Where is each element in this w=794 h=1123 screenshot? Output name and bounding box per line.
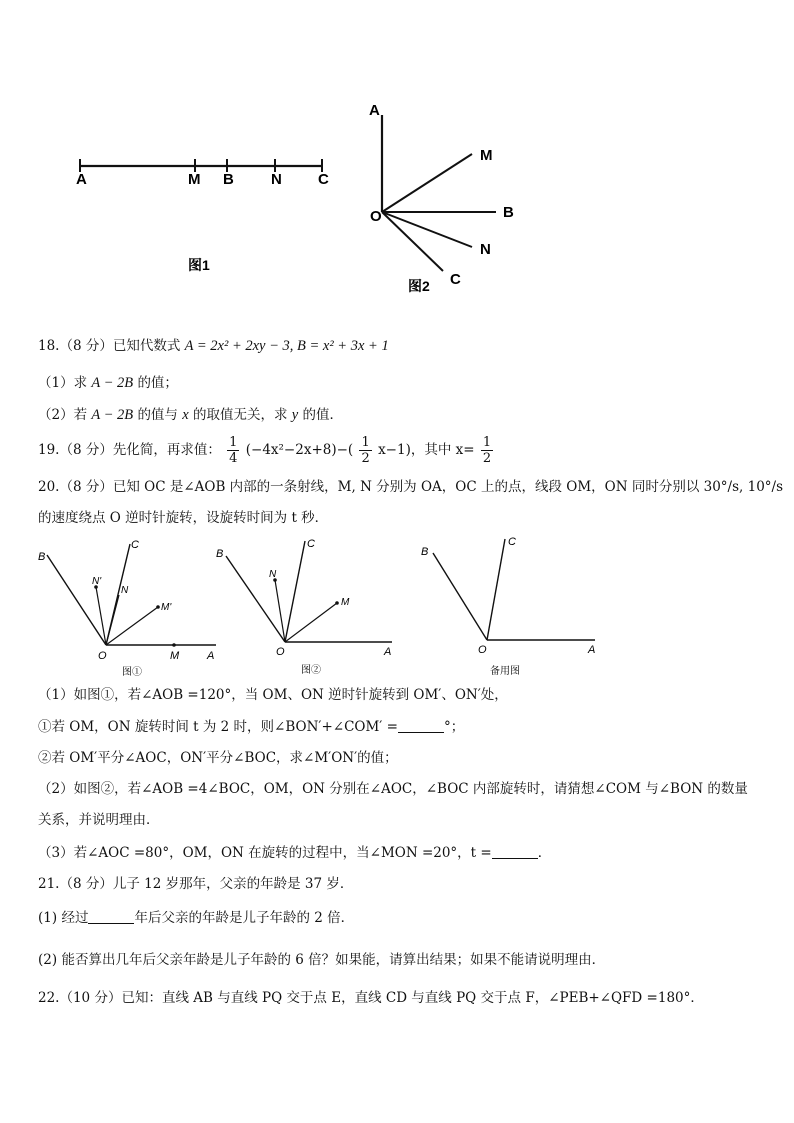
- fig1-point-label: A: [76, 171, 87, 188]
- q18-p2-mid2: 的取值无关，求: [192, 407, 288, 423]
- q18-head: 18.（8 分）已知代数式: [38, 338, 181, 354]
- q18-p1-label: （1）求: [38, 375, 88, 391]
- fig-a-label: N: [121, 585, 129, 596]
- fig-c-label: O: [478, 644, 487, 656]
- fig-b-label: A: [384, 646, 392, 658]
- fig-b-label: B: [216, 548, 224, 560]
- q19-fraction: $\frac{1}{2}$: [361, 435, 370, 466]
- q20-part3: [38, 843, 551, 863]
- q20-figure-a: [30, 535, 225, 680]
- q18-formula: A = 2x² + 2xy − 3, B = x² + 3x + 1: [184, 338, 389, 354]
- fig-a-caption: 图①: [122, 667, 142, 678]
- fig2-ray-label: C: [450, 271, 461, 288]
- fig-b-label: M: [341, 597, 350, 608]
- q20-part1b: [38, 748, 398, 768]
- fig-a-label: O: [98, 650, 107, 662]
- q18-p2-y: y: [291, 407, 299, 423]
- q21-p1-pre: 经过: [61, 910, 89, 926]
- fig-c-label: B: [421, 546, 429, 558]
- q21-p1-post: 年后父亲的年龄是儿子年龄的 2 倍．: [134, 910, 355, 926]
- fig2-ray-label: M: [480, 147, 493, 164]
- q18-p2-tail: 的值．: [302, 407, 343, 423]
- q20-figure-b: [210, 535, 405, 680]
- q22-stem: 22.（10 分）已知：直线 AB 与直线 PQ 交于点 E，直线 CD 与直线 PQ 交于点 F，∠PEB+∠QFD =180°．: [38, 990, 704, 1006]
- q18-p2-x: x: [182, 407, 189, 423]
- figure-1-segment: [70, 150, 340, 280]
- q19-head: 19.（8 分）先化简，再求值：: [38, 442, 221, 458]
- q18-p2-expr: A − 2B: [91, 407, 134, 423]
- q21-p2-label: (2): [38, 952, 58, 968]
- q21-part2: [38, 950, 605, 970]
- q20-p1b-text: 若 OM′平分∠AOC，ON′平分∠BOC，求∠M′ON′的值；: [51, 750, 398, 766]
- fig1-point-label: B: [223, 171, 234, 188]
- answer-blank[interactable]: [492, 844, 538, 859]
- fig-c-caption: 备用图: [490, 666, 520, 677]
- q20-part2-line2: 关系，并说明理由．: [38, 812, 160, 828]
- q20-p3-tail: ．: [537, 845, 552, 861]
- q19-mid2: x−1)，其中 x=: [378, 442, 475, 458]
- fig-a-label: B: [38, 551, 46, 563]
- fig-b-label: C: [307, 538, 315, 550]
- fig-b-label: O: [276, 646, 285, 658]
- fig-a-label: A: [207, 650, 215, 662]
- q20-circle-2: ②: [38, 750, 52, 766]
- fig-c-label: C: [508, 536, 516, 548]
- q18-p1-tail: 的值；: [137, 375, 178, 391]
- q20-figure-spare: [410, 535, 605, 680]
- q21-p2-text: 能否算出几年后父亲年龄是儿子年龄的 6 倍？如果能，请算出结果；如果不能请说明理由．: [61, 952, 606, 968]
- fig-b-label: N: [269, 569, 277, 580]
- q18-p1-expr: A − 2B: [91, 375, 134, 391]
- q19-stem: [38, 432, 495, 468]
- q20-part2-line1: （2）如图②，若∠AOB =4∠BOC，OM，ON 分别在∠AOC，∠BOC 内部旋转时，请猜想∠COM 与∠BON 的数量: [38, 781, 748, 797]
- fig-a-label: C: [131, 539, 139, 551]
- fig2-ray-label: B: [503, 204, 514, 221]
- q21-p1-label: (1): [38, 910, 58, 926]
- q20-p1a-text: 若 OM，ON 旋转时间 t 为 2 时，则∠BON′+∠COM′ =: [51, 719, 398, 735]
- q20-p3-text: （3）若∠AOC =80°，OM，ON 在旋转的过程中，当∠MON =20°，t =: [38, 845, 492, 861]
- q19-fraction: $\frac{1}{4}$: [229, 435, 238, 466]
- fig2-caption: 图2: [408, 278, 430, 294]
- answer-blank[interactable]: [398, 718, 444, 733]
- q20-circle-1: ①: [38, 719, 52, 735]
- fig-b-caption: 图②: [301, 665, 321, 676]
- fig-c-label: A: [588, 644, 596, 656]
- fig1-point-label: M: [188, 171, 201, 188]
- q20-part1a: [38, 717, 464, 737]
- fig1-caption: 图1: [188, 257, 210, 273]
- q18-part2: [38, 405, 343, 425]
- q18-p2-label: （2）若: [38, 407, 88, 423]
- fig1-point-label: C: [318, 171, 329, 188]
- fig-a-label: M: [170, 650, 180, 662]
- fig1-point-label: N: [271, 171, 282, 188]
- q18-p2-mid: 的值与: [137, 407, 178, 423]
- q21-part1: [38, 908, 354, 928]
- fig-a-label: N': [92, 576, 102, 587]
- fig2-origin-label: O: [370, 208, 382, 225]
- fig2-ray-label: A: [369, 102, 380, 119]
- fig-a-label: M': [161, 602, 172, 613]
- q20-stem-line2: 的速度绕点 O 逆时针旋转，设旋转时间为 t 秒．: [38, 510, 329, 526]
- fig2-ray-label: N: [480, 241, 491, 258]
- q20-p1a-tail: °；: [443, 719, 465, 735]
- q20-stem-line1: 20.（8 分）已知 OC 是∠AOB 内部的一条射线，M, N 分别为 OA，OC 上的点，线段 OM，ON 同时分别以 30°/s, 10°/s: [38, 479, 784, 495]
- q19-mid: (−4x²−2x+8)−(: [245, 442, 354, 458]
- q20-part1: （1）如图①，若∠AOB =120°，当 OM、ON 逆时针旋转到 OM′、ON′处，: [38, 687, 508, 703]
- q21-stem: 21.（8 分）儿子 12 岁那年，父亲的年龄是 37 岁．: [38, 876, 354, 892]
- q19-fraction: $\frac{1}{2}$: [482, 435, 492, 466]
- figure-2-rays: [360, 95, 540, 300]
- q18-part1: [38, 373, 178, 393]
- q18-stem: [38, 336, 389, 356]
- answer-blank[interactable]: [88, 909, 134, 924]
